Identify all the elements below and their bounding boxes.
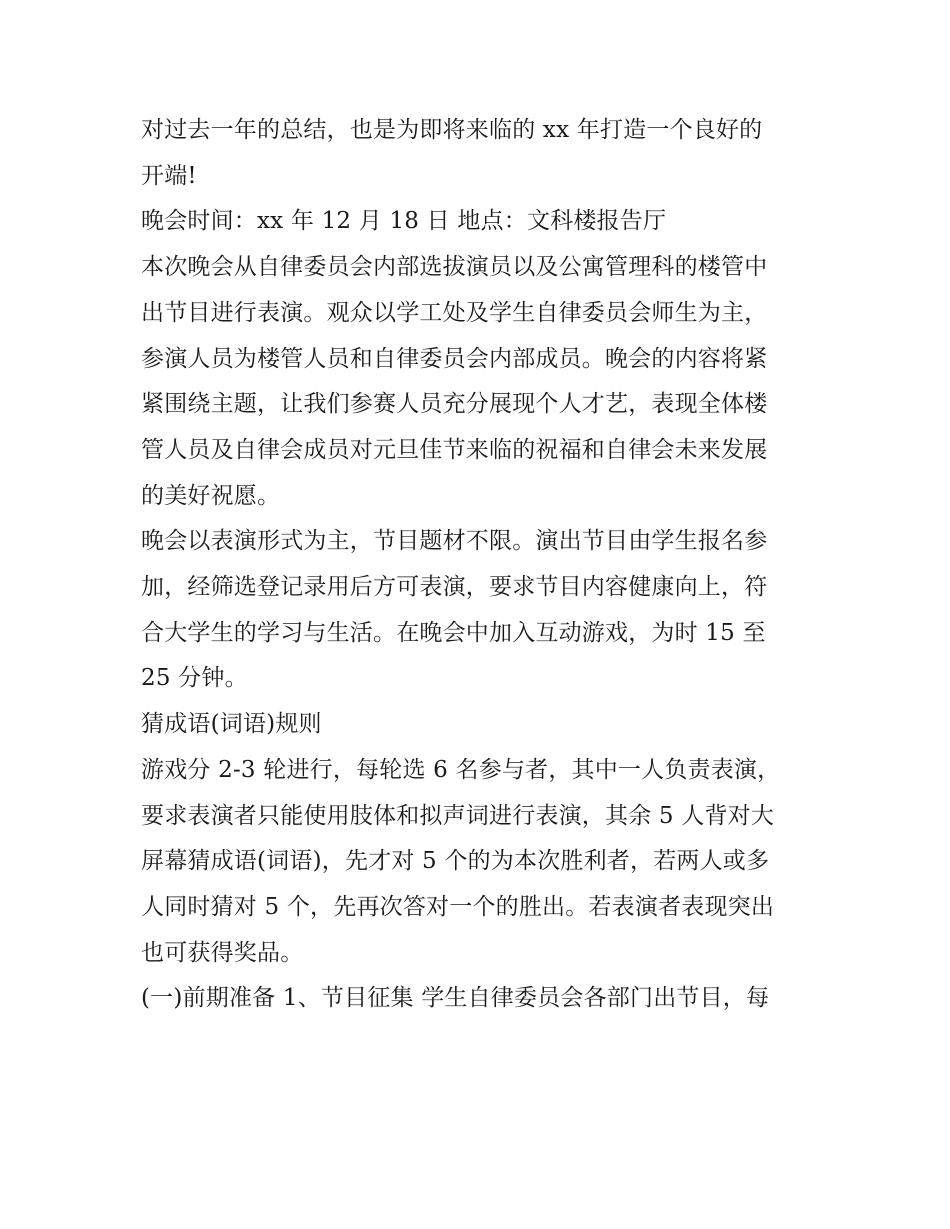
text-line: 本次晚会从自律委员会内部选拔演员以及公寓管理科的楼管中 xyxy=(141,254,768,281)
text-line: 屏幕猜成语(词语)，先才对 5 个的为本次胜利者，若两人或多 xyxy=(141,848,770,875)
text-line: 紧围绕主题，让我们参赛人员充分展现个人才艺，表现全体楼 xyxy=(141,391,768,418)
text-line: 开端! xyxy=(141,162,197,189)
text-line: 要求表演者只能使用肢体和拟声词进行表演，其余 5 人背对大 xyxy=(141,802,775,829)
text-line: 对过去一年的总结，也是为即将来临的 xx 年打造一个良好的 xyxy=(141,117,763,143)
text-line: 晚会时间：xx 年 12 月 18 日 地点：文科楼报告厅 xyxy=(141,208,667,235)
text-line: 游戏分 2-3 轮进行，每轮选 6 名参与者，其中一人负责表演， xyxy=(141,756,781,783)
text-line: 加，经筛选登记录用后方可表演，要求节目内容健康向上，符 xyxy=(141,574,768,601)
text-line: (一)前期准备 1、节目征集 学生自律委员会各部门出节目，每 xyxy=(141,985,770,1012)
text-line: 出节目进行表演。观众以学工处及学生自律委员会师生为主， xyxy=(141,299,768,326)
text-line: 参演人员为楼管人员和自律委员会内部成员。晚会的内容将紧 xyxy=(141,345,768,372)
text-line: 25 分钟。 xyxy=(141,665,248,692)
text-line: 也可获得奖品。 xyxy=(141,939,304,966)
text-line: 的美好祝愿。 xyxy=(141,482,281,509)
text-line: 合大学生的学习与生活。在晚会中加入互动游戏，为时 15 至 xyxy=(141,619,766,646)
text-line: 人同时猜对 5 个，先再次答对一个的胜出。若表演者表现突出 xyxy=(141,893,775,920)
section-heading: 猜成语(词语)规则 xyxy=(141,711,322,738)
text-line: 管人员及自律会成员对元旦佳节来临的祝福和自律会未来发展 xyxy=(141,436,768,463)
document-body xyxy=(141,108,821,1022)
text-line: 晚会以表演形式为主，节目题材不限。演出节目由学生报名参 xyxy=(141,528,768,555)
